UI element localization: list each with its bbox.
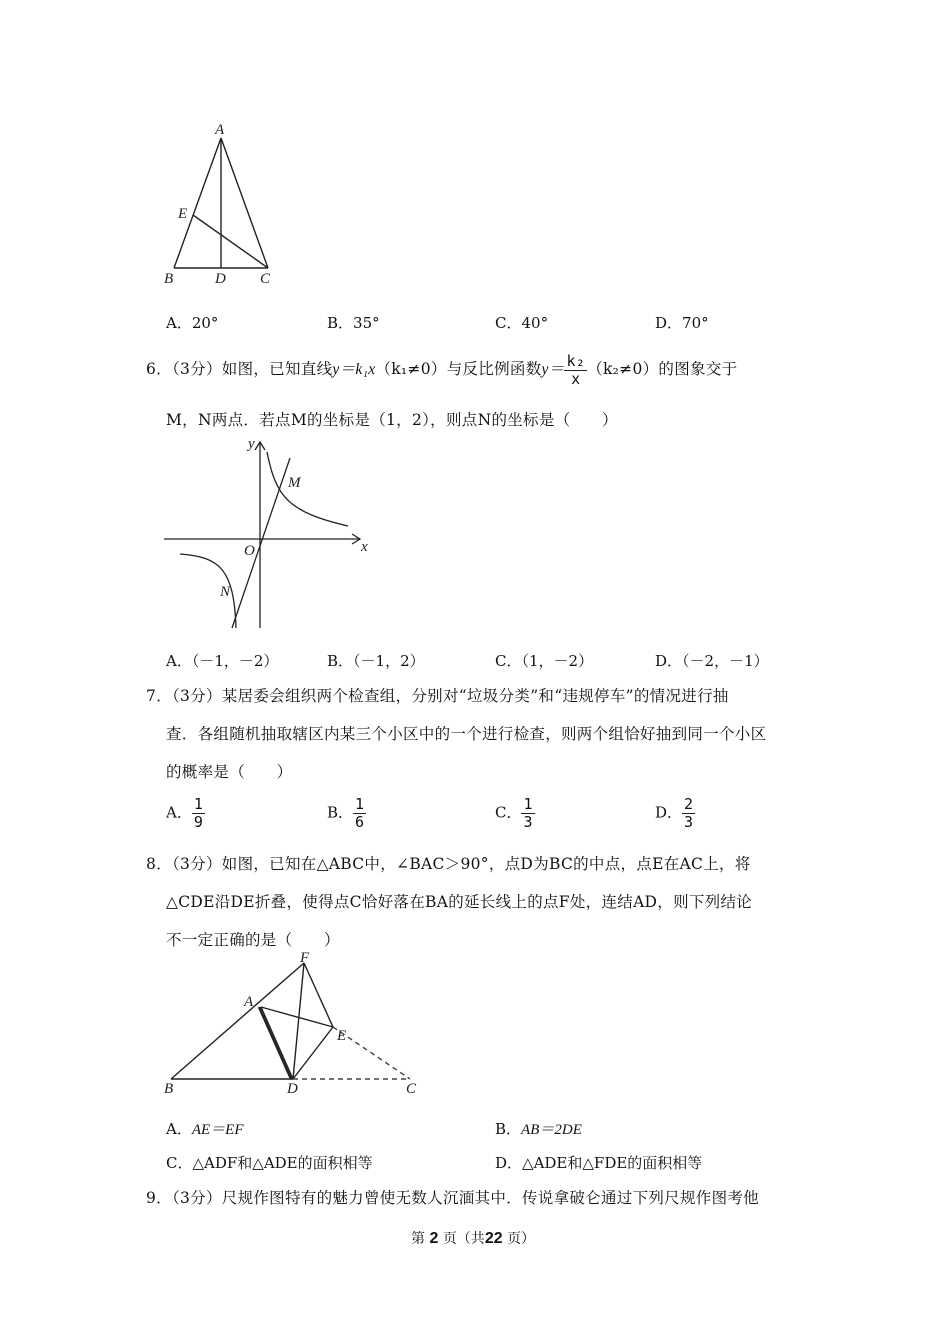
q5-option-b[interactable] [327,312,380,333]
q7-number: 7． [146,687,172,705]
q7-option-d[interactable] [655,796,695,831]
q7-option-c-num: 1 [523,795,533,813]
footer-total-pages: 22 [484,1230,503,1247]
q8-number: 8． [146,855,172,873]
q8-label-b: B [164,1081,174,1095]
q5-option-c[interactable] [495,312,548,333]
q6-cond1: （k₁≠0） [375,360,447,378]
q8-stem-line2: △CDE沿DE折叠，使得点C恰好落在BA的延长线上的点F处，连结AD，则下列结论 [166,893,753,911]
q6-option-b[interactable] [327,650,425,671]
q8-option-a-text: AE＝EF [191,1122,244,1138]
q7-option-b-num: 1 [355,795,365,813]
q5-option-b-label: B． [327,314,354,332]
q6-option-c-text: （1，－2） [521,652,594,670]
q7-option-d-fraction [682,796,695,831]
footer-mid: 页（共 [442,1231,485,1247]
q7-option-a-fraction [192,796,205,831]
q8-label-e: E [337,1028,347,1044]
q6-stem-line1 [146,352,737,388]
q6-option-d[interactable] [655,650,769,671]
q7-option-c-label: C． [495,803,522,822]
q5-label-a: A [215,122,225,138]
q6-option-b-text: （－1，2） [353,652,425,670]
q7-option-d-num: 2 [684,795,694,813]
q7-option-a[interactable] [166,796,205,831]
q6-graph-figure [160,432,380,632]
q7-stem-line2: 查．各组随机抽取辖区内某三个小区中的一个进行检查，则两个组恰好抽到同一个小区 [166,725,767,743]
q8-option-a[interactable] [166,1118,244,1139]
q5-option-d-text: 70° [682,314,709,332]
q6-option-c-label: C． [495,652,522,670]
q6-text-a: 如图，已知直线 [221,360,333,378]
q5-option-d[interactable] [655,312,709,333]
q7-option-d-label: D． [655,803,683,822]
q8-option-b[interactable] [495,1118,582,1139]
q6-label-m: M [288,475,301,491]
q7-option-b-den: 6 [355,813,365,831]
q6-option-a-label: A． [166,652,192,670]
q7-option-c[interactable] [495,796,535,831]
q7-stem-line3: 的概率是（ ） [166,763,293,781]
q5-label-c: C [260,271,271,287]
q6-fraction-den: x [571,369,581,388]
q6-label-x: x [361,539,368,555]
q8-stem-line3: 不一定正确的是（ ） [166,931,340,949]
q8-label-d: D [287,1081,298,1095]
q7-option-b[interactable] [327,796,366,831]
q5-option-c-label: C． [495,314,522,332]
q7-option-a-den: 9 [193,813,203,831]
q6-label-y: y [248,436,255,452]
q6-text-c: 的图象交于 [658,360,738,378]
q6-stem-line2: M，N两点．若点M的坐标是（1，2），则点N的坐标是（ ） [166,411,618,429]
q6-option-d-text: （－2，－1） [682,652,769,670]
q7-option-a-label: A． [166,803,192,822]
q8-option-c-label: C． [166,1154,193,1172]
q8-label-a: A [244,994,254,1010]
q7-option-b-fraction [353,796,366,831]
q8-label-c: C [406,1081,417,1095]
q6-text-b: 与反比例函数 [446,360,542,378]
q8-line1-text: （3分）如图，已知在△ABC中，∠BAC＞90°，点D为BC的中点，点E在AC上，将 [171,855,751,873]
q9-stem-line1 [146,1186,759,1208]
q5-label-b: B [164,271,174,287]
q7-option-c-den: 3 [523,813,533,831]
q5-option-d-label: D． [655,314,683,332]
q6-function-lhs: y＝ [541,361,565,378]
q5-label-e: E [178,206,188,222]
q9-number: 9． [146,1189,172,1207]
q6-option-a[interactable] [166,650,278,671]
q5-option-a-text: 20° [191,314,219,332]
q6-label-n: N [220,584,231,600]
q6-label-o: O [244,543,255,559]
q8-stem-line1 [146,852,751,874]
q6-cond2: （k₂≠0） [587,360,659,378]
q9-line1-text: （3分）尺规作图特有的魅力曾使无数人沉湎其中．传说拿破仑通过下列尺规作图考他 [171,1189,759,1207]
q7-option-b-label: B． [327,803,354,822]
q5-label-d: D [215,271,226,287]
q8-option-d-text: △ADE和△FDE的面积相等 [522,1154,703,1172]
q6-option-c[interactable] [495,650,593,671]
q8-option-c-text: △ADF和△ADE的面积相等 [192,1154,373,1172]
q5-option-a[interactable] [166,312,218,333]
q6-points: （3分） [171,360,222,378]
q7-option-d-den: 3 [684,813,694,831]
page-footer [411,1228,535,1248]
q6-fraction [564,353,587,388]
q8-option-c[interactable] [166,1152,373,1173]
q5-option-b-text: 35° [353,314,380,332]
q8-option-b-text: AB＝2DE [521,1122,582,1138]
q8-option-d[interactable] [495,1152,702,1173]
footer-suffix: 页） [507,1231,536,1247]
q7-option-a-num: 1 [193,795,203,813]
q5-triangle-figure [160,118,290,290]
q5-option-c-text: 40° [521,314,549,332]
q6-number: 6． [146,360,172,378]
q8-option-d-label: D． [495,1154,523,1172]
q5-option-a-label: A． [166,314,192,332]
q7-line1-text: （3分）某居委会组织两个检查组，分别对“垃圾分类”和“违规停车”的情况进行抽 [171,687,729,705]
q6-option-b-label: B． [327,652,354,670]
q8-label-f: F [300,950,310,966]
q7-option-c-fraction [521,796,534,831]
q8-fold-figure [160,950,430,1095]
q6-option-d-label: D． [655,652,683,670]
footer-prefix: 第 [411,1231,425,1247]
q7-stem-line1 [146,684,729,706]
q8-option-b-label: B． [495,1120,522,1138]
q6-option-a-text: （－1，－2） [191,652,279,670]
q8-option-a-label: A． [166,1120,192,1138]
q6-fraction-num: k₂ [566,351,586,370]
q6-line-equation: y＝k₁x [332,361,376,378]
footer-page-number: 2 [429,1230,439,1247]
